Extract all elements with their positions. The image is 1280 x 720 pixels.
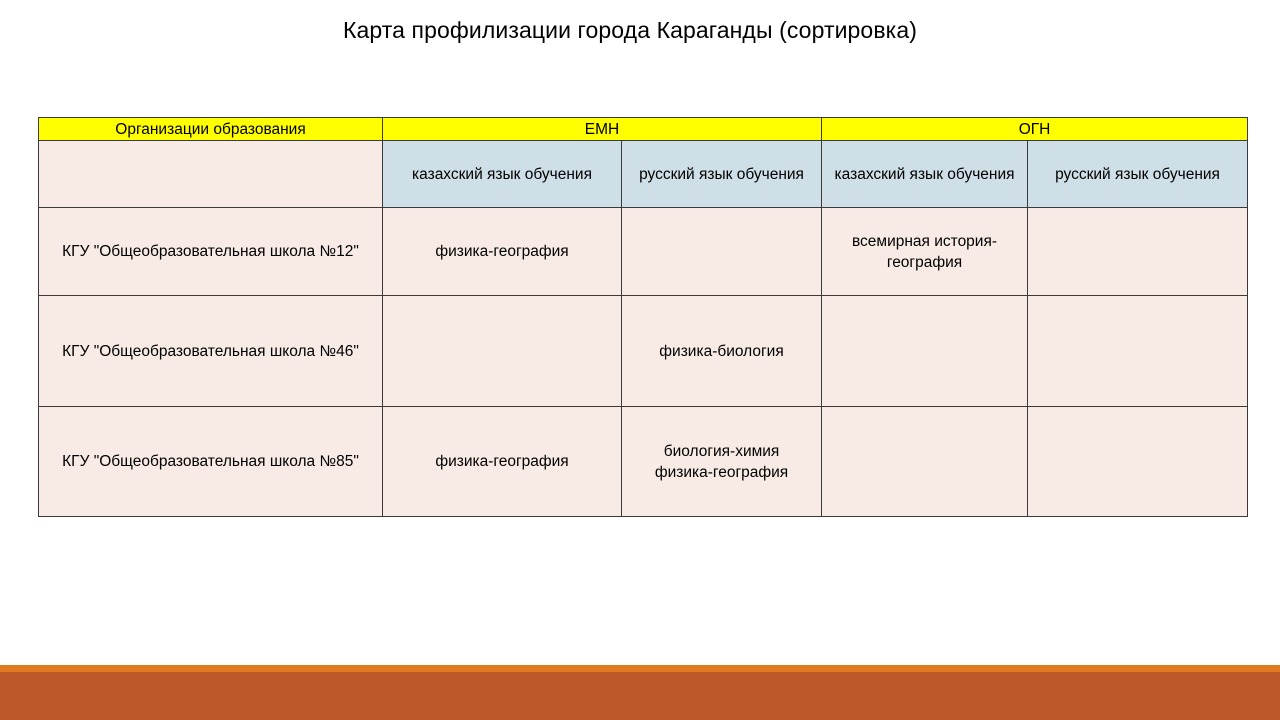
emn-russian-cell — [622, 208, 822, 296]
emn-russian-header: русский язык обучения — [622, 141, 822, 208]
table-row — [39, 296, 1248, 407]
slide-title: Карта профилизации города Караганды (сортировка) — [343, 17, 917, 43]
ogn-kazakh-cell — [822, 208, 1028, 296]
ogn-kazakh-cell — [822, 296, 1028, 407]
language-header-row — [39, 141, 1248, 208]
profile-value: физика-биология — [659, 342, 784, 360]
profile-value: физика-география — [435, 243, 569, 260]
footer-accent-stripe — [0, 665, 1280, 672]
profile-value: география — [886, 253, 963, 271]
emn-kazakh-cell — [383, 407, 622, 517]
emn-russian-cell — [622, 407, 822, 517]
ogn-russian-header: русский язык обучения — [1028, 141, 1248, 208]
profile-value: физика-география — [654, 463, 789, 481]
table-row — [39, 407, 1248, 517]
emn-kazakh-header: казахский язык обучения — [383, 141, 622, 208]
ogn-russian-cell — [1028, 407, 1248, 517]
profile-value: всемирная история- — [851, 232, 998, 250]
profile-value: физика-география — [435, 453, 569, 470]
table-row — [39, 208, 1248, 296]
ogn-kazakh-cell — [822, 407, 1028, 517]
org-column-header: Организации образования — [39, 118, 383, 141]
org-name-cell: КГУ "Общеобразовательная школа №12" — [39, 208, 383, 296]
ogn-kazakh-header: казахский язык обучения — [822, 141, 1028, 208]
profile-table — [38, 117, 1248, 517]
emn-russian-cell — [622, 296, 822, 407]
empty-header-cell — [39, 141, 383, 208]
footer-band — [0, 672, 1280, 720]
org-name-cell: КГУ "Общеобразовательная школа №46" — [39, 296, 383, 407]
profile-value: биология-химия — [663, 442, 780, 460]
emn-kazakh-cell — [383, 296, 622, 407]
group-header-ogn: ОГН — [822, 118, 1248, 141]
ogn-russian-cell — [1028, 208, 1248, 296]
org-name-cell: КГУ "Общеобразовательная школа №85" — [39, 407, 383, 517]
ogn-russian-cell — [1028, 296, 1248, 407]
group-header-emn: ЕМН — [383, 118, 822, 141]
group-header-row — [39, 118, 1248, 141]
emn-kazakh-cell — [383, 208, 622, 296]
